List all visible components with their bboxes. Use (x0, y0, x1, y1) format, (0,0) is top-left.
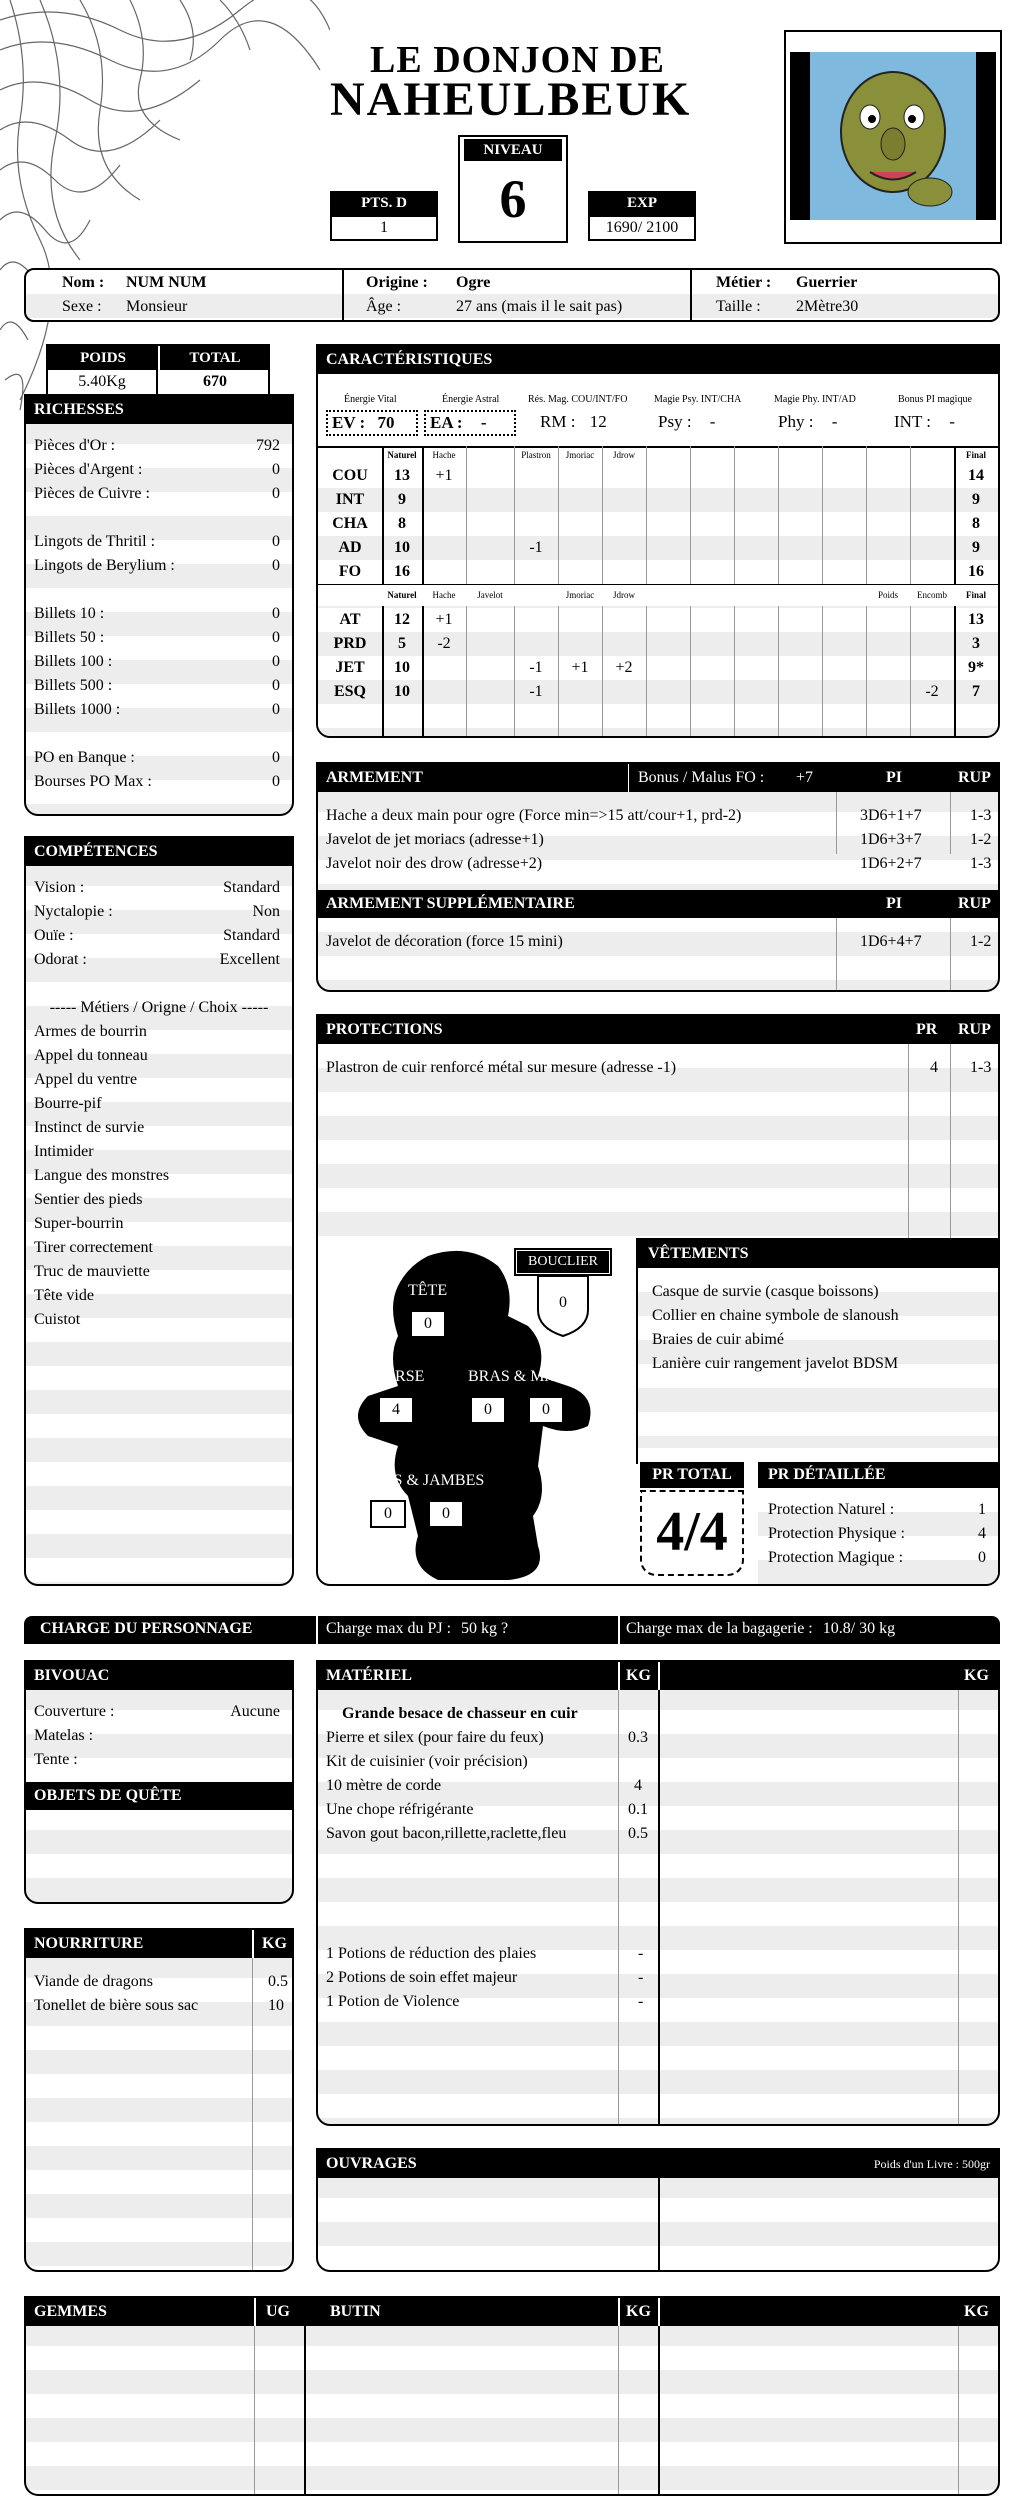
butin-header: BUTIN KG KG (306, 2298, 998, 2326)
stat-row: COU 13 +1 14 (332, 467, 984, 484)
sense-row: Nyctalopie : Non (34, 903, 280, 920)
sense-row: Odorat : Excellent (34, 951, 280, 968)
bivouac-row: Tente : (34, 1751, 78, 1768)
richesses-panel (24, 394, 294, 816)
poids-value: 5.40Kg (48, 370, 158, 394)
caracteristiques-title: CARACTÉRISTIQUES (318, 346, 998, 374)
skill-item: Instinct de survie (34, 1119, 145, 1136)
armement-panel (316, 762, 1000, 992)
bras-label: BRAS & MAINS (468, 1368, 582, 1385)
caracteristiques-panel (316, 344, 1000, 738)
gemmes-header: GEMMES UG (26, 2298, 306, 2326)
potion-row: 1 Potion de Violence - (326, 1993, 644, 2010)
exp-label: EXP (588, 191, 696, 215)
phy-field: Phy : - (778, 412, 838, 431)
skill-item: Appel du ventre (34, 1071, 138, 1088)
prdetail-row: Protection Physique : 4 (768, 1525, 986, 1542)
stat-row: JET 10 -1 +1 +2 9* (335, 659, 984, 676)
competences-panel (24, 836, 294, 1586)
skill-item: Tête vide (34, 1287, 94, 1304)
protections-panel (316, 1014, 1000, 1586)
int-field: INT : - (894, 412, 955, 431)
tete-label: TÊTE (408, 1282, 448, 1299)
skill-item: Tirer correctement (34, 1239, 153, 1256)
pieds-value-right: 0 (428, 1500, 464, 1528)
age-value: 27 ans (mais il le sait pas) (456, 298, 623, 315)
bivouac-title: BIVOUAC (26, 1662, 292, 1690)
prdetail-row: Protection Naturel : 1 (768, 1501, 986, 1518)
taille-value: 2Mètre30 (796, 298, 859, 315)
materiel-row: Une chope réfrigérante 0.1 (326, 1801, 648, 1818)
subhead: Magie Psy. INT/CHA (654, 394, 742, 405)
weapon-row: Javelot de jet moriacs (adresse+1) 1D6+3+7 1-2 (326, 831, 992, 848)
skill-item: Bourre-pif (34, 1095, 102, 1112)
portrait (784, 30, 1002, 244)
ouvrages-header: OUVRAGES Poids d'un Livre : 500gr (318, 2150, 998, 2178)
vetement-item: Braies de cuir abimé (652, 1331, 784, 1348)
bivouac-row: Matelas : (34, 1727, 94, 1744)
pieds-label: PIEDS & JAMBES (358, 1472, 485, 1489)
richesse-row: Billets 100 : 0 (34, 653, 280, 670)
materiel-row: Pierre et silex (pour faire du feux) 0.3 (326, 1729, 648, 1746)
prtotal-value: 4/4 (640, 1490, 744, 1576)
subhead: Énergie Astral (442, 394, 500, 405)
protection-row: Plastron de cuir renforcé métal sur mesure (adresse -1) 4 1-3 (326, 1059, 992, 1076)
subhead: Énergie Vital (344, 394, 397, 405)
skill-item: Intimider (34, 1143, 94, 1160)
prtotal-label: PR TOTAL (640, 1462, 744, 1488)
bouclier-value: 0 (559, 1294, 567, 1311)
vetements-title: VÊTEMENTS (638, 1240, 998, 1268)
sense-row: Ouïe : Standard (34, 927, 280, 944)
food-row: Viande de dragons 0.5 (34, 1973, 288, 1990)
vetement-item: Collier en chaine symbole de slanoush (652, 1307, 899, 1324)
materiel-bag-title: Grande besace de chasseur en cuir (342, 1705, 578, 1722)
taille-label: Taille : (716, 298, 761, 315)
logo (300, 38, 730, 126)
richesse-row: Pièces de Cuivre : 0 (34, 485, 280, 502)
materiel-header: MATÉRIEL KG KG (318, 1662, 998, 1690)
charge-bagagerie: Charge max de la bagagerie : 10.8/ 30 kg (626, 1620, 896, 1637)
prdetail-title: PR DÉTAILLÉE (758, 1462, 998, 1488)
nom-label: Nom : (62, 274, 105, 291)
skill-item: Langue des monstres (34, 1167, 170, 1184)
materiel-row: Kit de cuisinier (voir précision) (326, 1753, 528, 1770)
stat-row: FO 16 16 (338, 563, 984, 580)
richesse-row: Billets 1000 : 0 (34, 701, 280, 718)
niveau-box (458, 135, 568, 243)
torse-value: 4 (378, 1396, 414, 1424)
protections-header: PROTECTIONS PR RUP (318, 1016, 998, 1044)
subhead: Bonus PI magique (898, 394, 972, 405)
logo-line1: LE DONJON DE (370, 39, 665, 81)
richesse-row: Pièces d'Argent : 0 (34, 461, 280, 478)
quete-title: OBJETS DE QUÊTE (26, 1782, 292, 1810)
stat-row: INT 9 9 (335, 491, 980, 508)
food-row: Tonellet de bière sous sac 10 (34, 1997, 284, 2014)
gemmes-panel (24, 2296, 306, 2496)
psy-field: Psy : - (658, 412, 716, 431)
richesses-title: RICHESSES (26, 396, 292, 424)
nourriture-header: NOURRITURE KG (26, 1930, 292, 1958)
stat-row: ESQ 10 -1 -2 7 (333, 683, 980, 700)
sexe-value: Monsieur (126, 298, 188, 315)
stat-row: AT 12 +1 13 (339, 611, 984, 628)
sense-row: Vision : Standard (34, 879, 280, 896)
origine-label: Origine : (366, 274, 428, 291)
age-label: Âge : (366, 298, 402, 315)
materiel-row: 10 mètre de corde 4 (326, 1777, 642, 1794)
weapon-row: Javelot noir des drow (adresse+2) 1D6+2+7 1-3 (326, 855, 992, 872)
exp-value: 1690/ 2100 (588, 215, 696, 241)
richesse-row: Bourses PO Max : 0 (34, 773, 280, 790)
stat-row: PRD 5 -2 3 (333, 635, 980, 652)
torse-label: TORSE (374, 1368, 425, 1385)
logo-line2: NAHEULBEUK (330, 73, 692, 126)
total-label: TOTAL (160, 346, 270, 370)
richesse-row: Billets 50 : 0 (34, 629, 280, 646)
exp-box (588, 191, 696, 243)
weapon-row: Hache a deux main pour ogre (Force min=>15 att/cour+1, prd-2) 3D6+1+7 1-3 (326, 807, 992, 824)
charge-max: Charge max du PJ : 50 kg ? (326, 1620, 509, 1637)
subhead: Magie Phy. INT/AD (774, 394, 856, 405)
skill-item: Armes de bourrin (34, 1023, 147, 1040)
tete-value: 0 (410, 1310, 446, 1338)
skill-item: Sentier des pieds (34, 1191, 143, 1208)
richesse-row: Lingots de Thritil : 0 (34, 533, 280, 550)
skill-item: Truc de mauviette (34, 1263, 150, 1280)
bivouac-row: Couverture : Aucune (34, 1703, 280, 1720)
origine-value: Ogre (456, 274, 491, 291)
poids-box (46, 344, 270, 394)
subhead: Rés. Mag. COU/INT/FO (528, 394, 628, 405)
vetement-item: Lanière cuir rangement javelot BDSM (652, 1355, 899, 1372)
ea-box: EA : - (424, 410, 516, 436)
butin-panel (304, 2296, 1000, 2496)
bras-value-right: 0 (528, 1396, 564, 1424)
rm-field: RM : 12 (540, 412, 607, 431)
armement-sup-header: ARMEMENT SUPPLÉMENTAIRE PI RUP (318, 890, 998, 918)
charge-bar (24, 1616, 1000, 1644)
stat-row: AD 10 -1 9 (338, 539, 980, 556)
stat-grid: Naturel Hache Plastron Jmoriac Jdrow Final COU 13 +1 14 INT 9 9 CHA 8 8 AD 10 -1 9 FO 16 16 Naturel Hache Javelot Jmoriac Jdrow Poids Encomb Final AT 12 +1 13 PRD 5 -2 3 JET 10 -1 +1 +2 9* ESQ 10 -1 -2 7 (318, 464, 998, 736)
identity-panel (24, 268, 1000, 322)
materiel-panel (316, 1660, 1000, 2126)
skill-item: Cuistot (34, 1311, 81, 1328)
prdetail-row: Protection Magique : 0 (768, 1549, 986, 1566)
total-value: 670 (203, 373, 227, 390)
skill-item: Appel du tonneau (34, 1047, 148, 1064)
metier-value: Guerrier (796, 274, 858, 291)
potion-row: 2 Potions de soin effet majeur - (326, 1969, 644, 1986)
richesse-row: Billets 10 : 0 (34, 605, 280, 622)
richesse-row: Pièces d'Or : 792 (34, 437, 280, 454)
ptsd-label: PTS. D (330, 191, 438, 215)
bivouac-panel (24, 1660, 294, 1904)
nom-value: NUM NUM (126, 274, 207, 291)
ptsd-value: 1 (330, 215, 438, 241)
potion-row: 1 Potions de réduction des plaies - (326, 1945, 644, 1962)
poids-label: POIDS (48, 346, 158, 370)
bouclier-label: BOUCLIER (516, 1250, 610, 1274)
richesse-row: Lingots de Berylium : 0 (34, 557, 280, 574)
pieds-value-left: 0 (370, 1500, 406, 1528)
materiel-row: Savon gout bacon,rillette,raclette,fleu 0.5 (326, 1825, 648, 1842)
richesse-row: Billets 500 : 0 (34, 677, 280, 694)
competences-divider: ----- Métiers / Origne / Choix ----- (49, 999, 269, 1016)
competences-title: COMPÉTENCES (26, 838, 292, 866)
nourriture-panel (24, 1928, 294, 2272)
skill-item: Super-bourrin (34, 1215, 124, 1232)
metier-label: Métier : (716, 274, 772, 291)
niveau-value: 6 (499, 169, 527, 229)
ouvrages-panel (316, 2148, 1000, 2272)
sexe-label: Sexe : (62, 298, 102, 315)
ev-box: EV : 70 (326, 410, 418, 436)
vetement-item: Casque de survie (casque boissons) (652, 1283, 879, 1300)
richesse-row: PO en Banque : 0 (34, 749, 280, 766)
bras-value-left: 0 (470, 1396, 506, 1424)
charge-title: CHARGE DU PERSONNAGE (40, 1620, 253, 1637)
armement-header: ARMEMENT Bonus / Malus FO : +7 PI RUP (318, 764, 998, 792)
ptsd-box (330, 191, 438, 243)
weapon-row: Javelot de décoration (force 15 mini) 1D6+4+7 1-2 (326, 933, 992, 950)
niveau-label: NIVEAU (464, 139, 562, 161)
stat-row: CHA 8 8 (332, 515, 980, 532)
